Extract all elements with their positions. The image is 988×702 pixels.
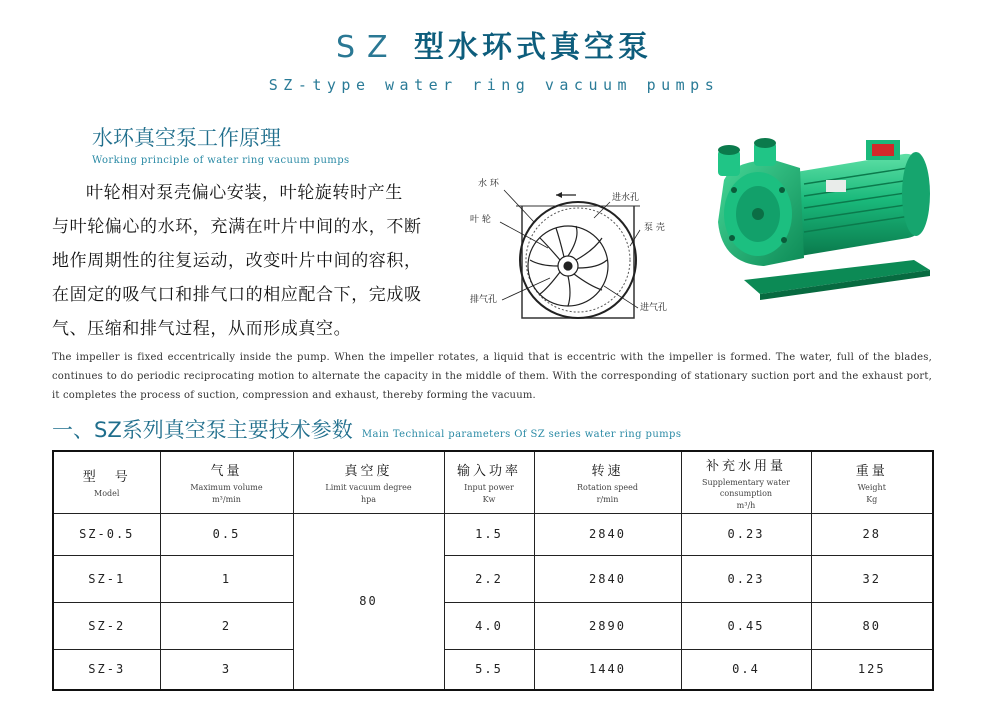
cell-power: 5.5 [444, 649, 534, 690]
header-volume: 气量 Maximum volume m³/min [160, 451, 293, 513]
label-water-ring: 水 环 [478, 179, 499, 189]
principle-line: 气、压缩和排气过程，从而形成真空。 [52, 319, 352, 339]
principle-paragraph-english: The impeller is fixed eccentrically inside the pump. When the impeller rotates, a liquid that is eccentric with the impeller is formed. The water, full of the blades, continues to do periodic reciprocating motion to alternate the capacity in the middle of them. With the corresponding of stationary suction port and the exhaust port, it completes the process of suction, compression and exhaust, thereby forming the vacuum. [52, 352, 932, 401]
table-row [53, 555, 933, 602]
label-water-inlet: 进水孔 [612, 193, 640, 203]
pump-head [718, 138, 804, 266]
vacuum-pump-photo [704, 138, 942, 308]
spec-heading-chinese: 一、SZ系列真空泵主要技术参数 [52, 418, 353, 442]
arrow-head-icon [556, 192, 562, 198]
label-impeller: 叶 轮 [470, 215, 491, 225]
principle-line: 地作周期性的往复运动，改变叶片中间的容积， [52, 251, 422, 271]
cell-power: 2.2 [444, 555, 534, 602]
principle-line: 叶轮相对泵壳偏心安装，叶轮旋转时产生 [86, 183, 403, 203]
table-row [53, 602, 933, 649]
cell-weight: 32 [811, 555, 933, 602]
pump-base [744, 260, 930, 300]
cell-power: 4.0 [444, 602, 534, 649]
cell-volume: 0.5 [160, 513, 293, 555]
header-vacuum: 真空度 Limit vacuum degree hpa [293, 451, 444, 513]
cell-speed: 1440 [534, 649, 681, 690]
cell-volume: 1 [160, 555, 293, 602]
spec-table [52, 450, 934, 691]
principle-line: 在固定的吸气口和排气口的相应配合下，完成吸 [52, 285, 422, 305]
header-power: 输入功率 Input power Kw [444, 451, 534, 513]
cell-speed: 2840 [534, 555, 681, 602]
pump-motor [796, 140, 930, 256]
table-row [53, 649, 933, 690]
label-casing: 泵 壳 [644, 223, 665, 233]
cell-water: 0.45 [681, 602, 811, 649]
principle-paragraph-chinese [52, 176, 454, 346]
cell-vacuum-merged: 80 [293, 513, 444, 690]
header-weight: 重量 Weight Kg [811, 451, 933, 513]
cell-volume: 3 [160, 649, 293, 690]
cell-power: 1.5 [444, 513, 534, 555]
cell-weight: 28 [811, 513, 933, 555]
cell-speed: 2890 [534, 602, 681, 649]
table-header-row [53, 451, 933, 513]
cell-model: SZ-0.5 [53, 513, 160, 555]
nameplate [826, 180, 846, 192]
cell-weight: 80 [811, 602, 933, 649]
header-speed: 转速 Rotation speed r/min [534, 451, 681, 513]
page-subtitle-english: SZ-type water ring vacuum pumps [268, 76, 720, 94]
table-row [53, 513, 933, 555]
cell-water: 0.23 [681, 513, 811, 555]
cell-model: SZ-3 [53, 649, 160, 690]
spec-section-heading [52, 414, 681, 444]
cell-water: 0.23 [681, 555, 811, 602]
pump-casing-outline [516, 202, 640, 318]
principle-heading: 水环真空泵工作原理 [92, 126, 281, 150]
label-exhaust-port: 排气孔 [470, 295, 498, 305]
working-principle-diagram [464, 168, 696, 328]
title-model-code: SZ [335, 30, 400, 65]
cell-model: SZ-2 [53, 602, 160, 649]
cell-water: 0.4 [681, 649, 811, 690]
cell-weight: 125 [811, 649, 933, 690]
cell-model: SZ-1 [53, 555, 160, 602]
spec-heading-english: Main Technical parameters Of SZ series water ring pumps [361, 429, 682, 440]
cell-volume: 2 [160, 602, 293, 649]
principle-heading-english: Working principle of water ring vacuum pumps [92, 155, 350, 166]
label-intake-port: 进气孔 [640, 303, 668, 313]
principle-line: 与叶轮偏心的水环，充满在叶片中间的水，不断 [52, 217, 422, 237]
page-title [0, 22, 988, 66]
impeller-blades [528, 226, 608, 306]
header-water: 补充水用量 Supplementary water consumption m³/h [681, 451, 811, 513]
header-model: 型 号 Model [53, 451, 160, 513]
cell-speed: 2840 [534, 513, 681, 555]
title-chinese: 型水环式真空泵 [414, 30, 653, 65]
